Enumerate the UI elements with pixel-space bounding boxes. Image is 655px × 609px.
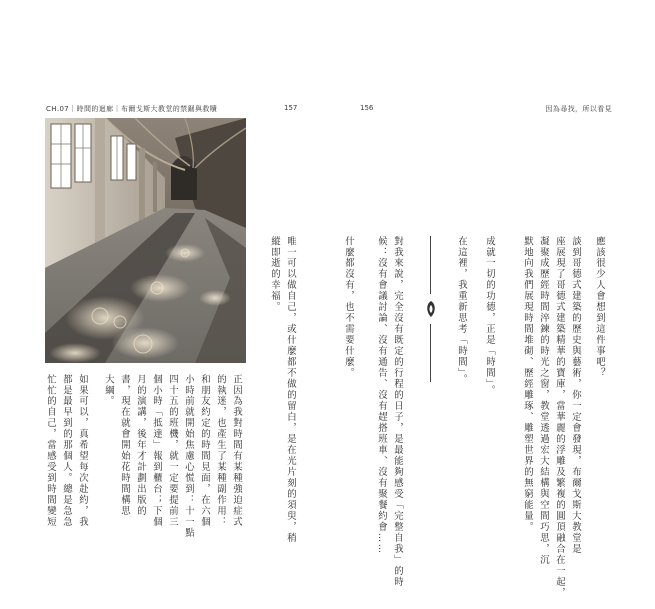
text-column: 談到哥德式建築的歷史與藝術，你一定會發現，布爾戈斯大教堂是 bbox=[570, 236, 581, 555]
text-column: 大綱。 bbox=[103, 374, 114, 407]
divider-rule-top bbox=[430, 236, 431, 294]
text-column: 個小時「抵達」報到櫃台；下個 bbox=[151, 374, 162, 528]
text-column: 的執迷，也產生了某種副作用： bbox=[215, 374, 226, 528]
fleuron-ornament-icon bbox=[424, 300, 438, 318]
text-column: 縱即逝的幸福。 bbox=[269, 236, 280, 313]
page-number-left: 157 bbox=[284, 104, 298, 112]
divider-rule-bottom bbox=[430, 324, 431, 382]
running-header-right: 因為尋找，所以看見 bbox=[545, 105, 612, 113]
running-header-left: CH.07｜時間的迴廊｜布爾戈斯大教堂的禁錮與救贖 bbox=[46, 105, 218, 113]
text-column: 對我來說，完全沒有既定的行程的日子，是最能夠感受「完整自我」的時 bbox=[392, 236, 403, 588]
text-column: 正因為我對時間有某種強迫症式 bbox=[231, 374, 242, 528]
text-column: 座展現了哥德式建築精華的寶庫，當華麗的浮雕及繁複的圓頂融合在一起， bbox=[554, 236, 565, 599]
text-column: 應該很少人會想到這件事吧？ bbox=[594, 236, 605, 379]
text-column: 小時前就開始焦慮心慌到：十一點 bbox=[183, 374, 194, 539]
text-column: 唯一可以做自己，或什麼都不做的留白，是在光片刻的須臾，稍 bbox=[285, 236, 296, 544]
text-column: 默地向我們展現時間堆砌、歷經雕琢、雕塑世界的無窮能量。 bbox=[522, 236, 533, 533]
text-column: 候：沒有會議討論、沒有通告、沒有趕搭班車、沒有聚餐約會…… bbox=[376, 236, 387, 555]
text-column: 凝聚成歷經時間淬鍊的時光之窗，教堂透過宏大結構與空間巧思，沉 bbox=[538, 236, 549, 566]
text-column: 四十五的班機，就一定要提前三 bbox=[167, 374, 178, 528]
cathedral-cloister-photo bbox=[45, 118, 246, 363]
text-column: 什麼都沒有，也不需要什麼。 bbox=[343, 236, 354, 379]
text-column: 和朋友約定的時間見面，在六個 bbox=[199, 374, 210, 528]
text-column: 書，現在就會開始花時間構思 bbox=[119, 374, 130, 517]
text-column: 都是最早到的那個人。總是急急 bbox=[61, 374, 72, 528]
text-column: 月的演講，後年才計劃出版的 bbox=[135, 374, 146, 517]
text-column: 成就一切的功德，正是「時間」。 bbox=[484, 236, 495, 397]
page-number-right: 156 bbox=[360, 104, 374, 112]
text-column: 如果可以，真希望每次赴約，我 bbox=[77, 374, 88, 528]
text-column: 在這裡，我重新思考「時間」。 bbox=[456, 236, 467, 386]
text-column: 忙忙的自己，當感受到時間變短 bbox=[45, 374, 56, 528]
